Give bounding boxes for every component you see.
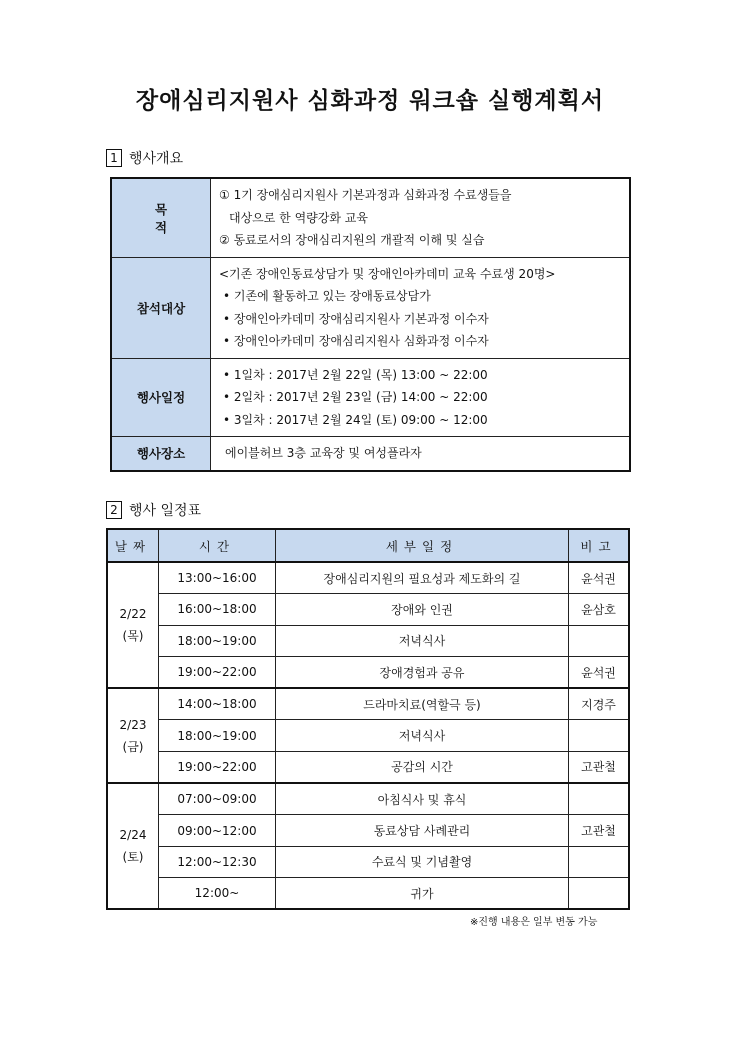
table-row xyxy=(107,594,629,625)
time-cell: 12:00~ xyxy=(159,877,276,909)
time-cell: 16:00~18:00 xyxy=(159,594,276,625)
participants-line: • 장애인아카데미 장애심리지원사 기본과정 이수자 xyxy=(223,311,489,326)
table-row xyxy=(107,656,629,688)
document-title: 장애심리지원사 심화과정 워크숍 실행계획서 xyxy=(135,88,605,114)
table-row xyxy=(107,877,629,909)
weekday-text: (토) xyxy=(122,850,144,865)
detail-cell: 귀가 xyxy=(276,877,569,909)
note-cell: 고관철 xyxy=(569,815,630,846)
section-1-heading xyxy=(106,148,183,168)
detail-cell: 장애심리지원의 필요성과 제도화의 길 xyxy=(276,562,569,594)
note-cell: 윤석권 xyxy=(569,562,630,594)
section-2-number: 2 xyxy=(106,501,122,519)
participants-label: 참석대상 xyxy=(111,257,211,358)
time-cell: 19:00~22:00 xyxy=(159,656,276,688)
schedule-label: 행사일정 xyxy=(111,358,211,437)
column-header-time: 시간 xyxy=(159,529,276,562)
purpose-line: ① 1기 장애심리지원사 기본과정과 심화과정 수료생들을 xyxy=(219,188,512,202)
table-row xyxy=(107,751,629,783)
schedule-line: • 3일차 : 2017년 2월 24일 (토) 09:00 ~ 12:00 xyxy=(223,412,488,427)
overview-table xyxy=(110,177,631,472)
detail-cell: 수료식 및 기념촬영 xyxy=(276,846,569,877)
table-row xyxy=(107,846,629,877)
venue-content: 에이블허브 3층 교육장 및 여성플라자 xyxy=(211,437,631,471)
schedule-header-row xyxy=(107,529,629,562)
note-cell xyxy=(569,783,630,815)
note-cell: 지경주 xyxy=(569,688,630,720)
date-cell xyxy=(107,783,159,909)
time-cell: 19:00~22:00 xyxy=(159,751,276,783)
detail-cell: 공감의 시간 xyxy=(276,751,569,783)
detail-cell: 장애와 인권 xyxy=(276,594,569,625)
participants-line: • 기존에 활동하고 있는 장애동료상담가 xyxy=(223,289,431,303)
table-row xyxy=(107,783,629,815)
table-row xyxy=(107,688,629,720)
section-2-heading xyxy=(106,500,201,520)
purpose-label: 목적 xyxy=(111,178,211,257)
weekday-text: (목) xyxy=(122,629,144,644)
note-cell: 고관철 xyxy=(569,751,630,783)
note-cell: 윤석권 xyxy=(569,656,630,688)
date-cell xyxy=(107,562,159,688)
date-text: 2/22 xyxy=(119,607,147,622)
note-cell xyxy=(569,720,630,751)
participants-line: <기존 장애인동료상담가 및 장애인아카데미 교육 수료생 20명> xyxy=(219,266,556,281)
table-row xyxy=(107,720,629,751)
schedule-line: • 2일차 : 2017년 2월 23일 (금) 14:00 ~ 22:00 xyxy=(223,390,488,404)
section-1-number: 1 xyxy=(106,149,122,167)
detail-cell: 장애경험과 공유 xyxy=(276,656,569,688)
time-cell: 09:00~12:00 xyxy=(159,815,276,846)
participants-line: • 장애인아카데미 장애심리지원사 심화과정 이수자 xyxy=(223,334,489,348)
note-cell xyxy=(569,877,630,909)
table-row xyxy=(107,625,629,656)
detail-cell: 저녁식사 xyxy=(276,625,569,656)
column-header-note: 비고 xyxy=(569,529,630,562)
time-cell: 18:00~19:00 xyxy=(159,720,276,751)
footnote: ※진행 내용은 일부 변동 가능 xyxy=(470,917,598,928)
purpose-row xyxy=(111,178,630,257)
purpose-line: ② 동료로서의 장애심리지원의 개괄적 이해 및 실습 xyxy=(219,233,485,247)
participants-content xyxy=(211,257,631,358)
time-cell: 07:00~09:00 xyxy=(159,783,276,815)
date-cell xyxy=(107,688,159,783)
detail-cell: 드라마치료(역할극 등) xyxy=(276,688,569,720)
time-cell: 13:00~16:00 xyxy=(159,562,276,594)
time-cell: 18:00~19:00 xyxy=(159,625,276,656)
time-cell: 14:00~18:00 xyxy=(159,688,276,720)
participants-row xyxy=(111,257,630,358)
time-cell: 12:00~12:30 xyxy=(159,846,276,877)
section-2-title: 행사 일정표 xyxy=(129,503,202,519)
venue-row xyxy=(111,437,630,471)
date-text: 2/24 xyxy=(119,828,147,843)
section-1-title: 행사개요 xyxy=(129,151,184,167)
note-cell: 윤삼호 xyxy=(569,594,630,625)
date-text: 2/23 xyxy=(119,717,147,732)
venue-label: 행사장소 xyxy=(111,437,211,471)
column-header-detail: 세부일정 xyxy=(276,529,569,562)
schedule-content xyxy=(211,358,631,437)
note-cell xyxy=(569,625,630,656)
column-header-date: 날짜 xyxy=(107,529,159,562)
detail-cell: 아침식사 및 휴식 xyxy=(276,783,569,815)
note-cell xyxy=(569,846,630,877)
table-row xyxy=(107,815,629,846)
schedule-row xyxy=(111,358,630,437)
detail-cell: 저녁식사 xyxy=(276,720,569,751)
purpose-content xyxy=(211,178,631,257)
table-row xyxy=(107,562,629,594)
schedule-table xyxy=(106,528,630,910)
detail-cell: 동료상담 사례관리 xyxy=(276,815,569,846)
schedule-line: • 1일차 : 2017년 2월 22일 (목) 13:00 ~ 22:00 xyxy=(223,367,488,382)
purpose-line: 대상으로 한 역량강화 교육 xyxy=(229,210,368,225)
weekday-text: (금) xyxy=(122,739,144,754)
